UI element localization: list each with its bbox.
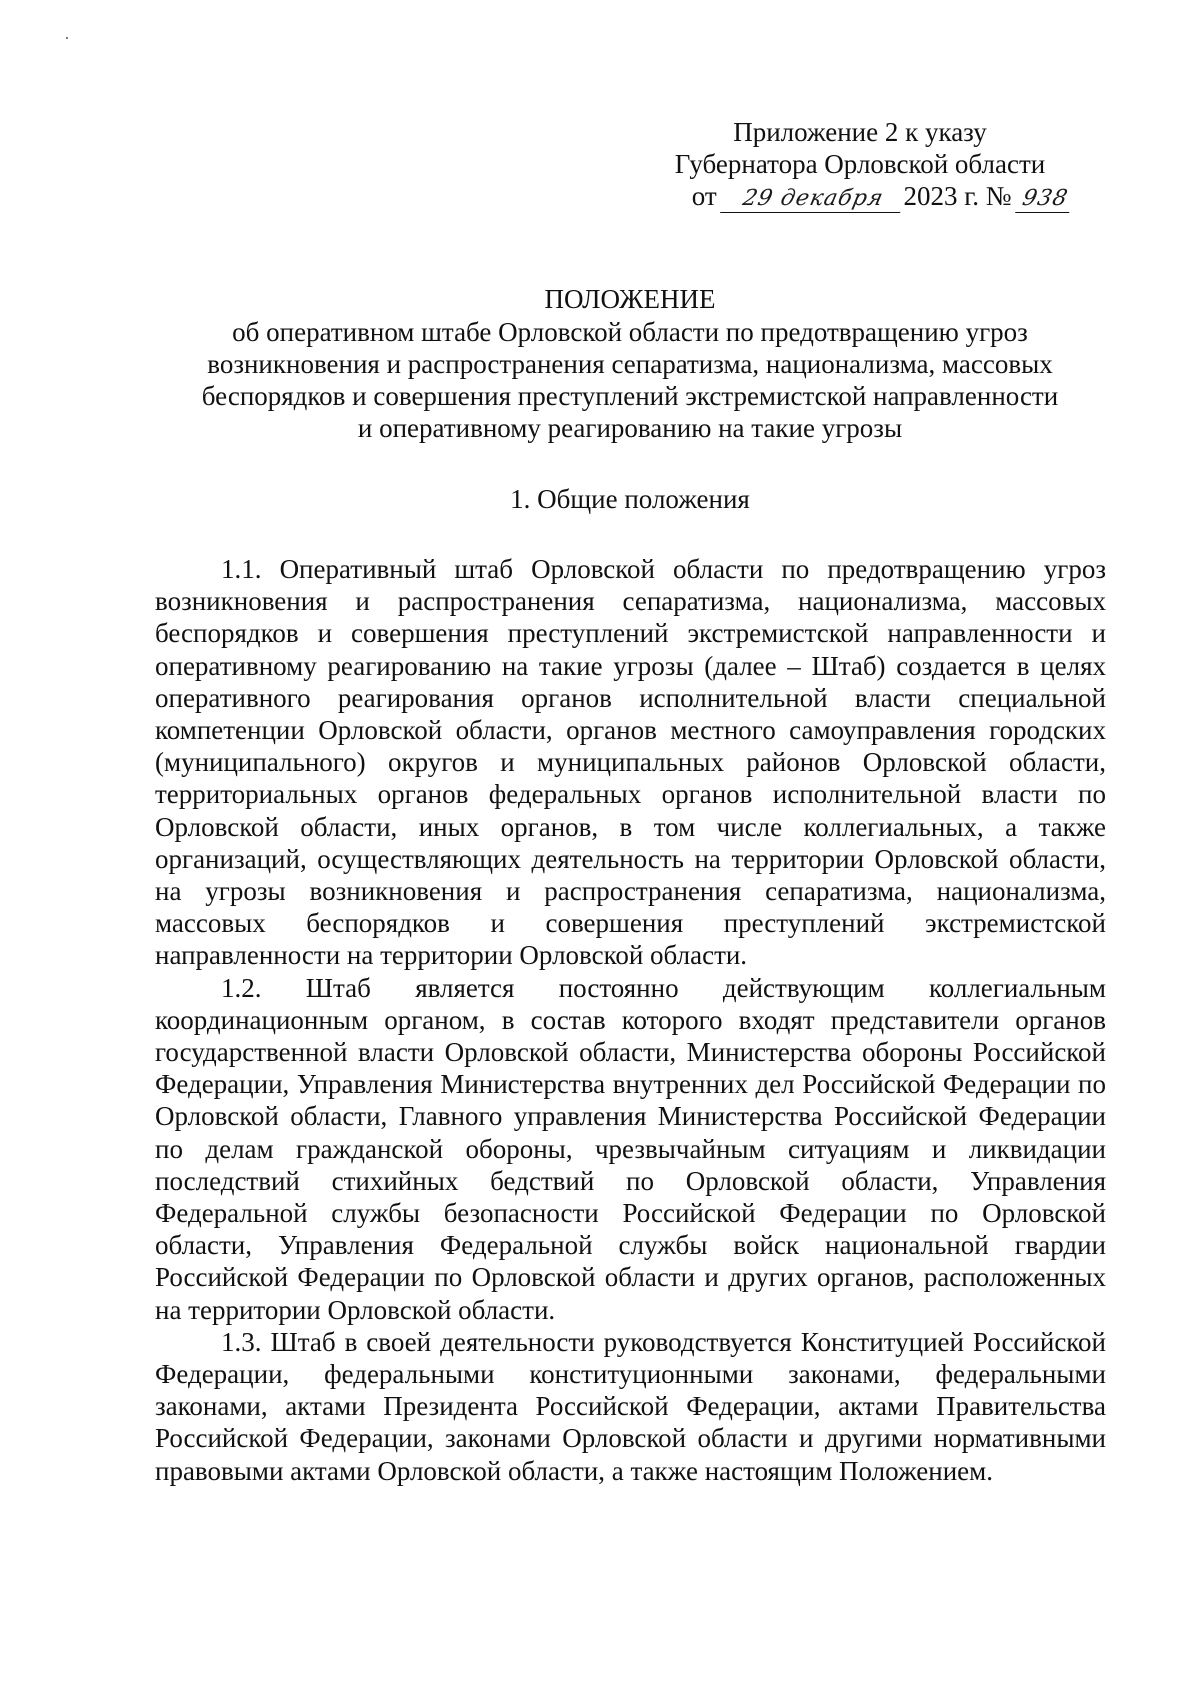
document-title: ПОЛОЖЕНИЕ <box>544 284 716 314</box>
paragraph-1-3: 1.3. Штаб в своей деятельности руководствуется Конституцией Российской Федерации, федеральными конституционными законами, федеральными законами, актами Президента Российской Федерации, актами Правительства Российской Федерации, законами Орловской области и другими нормативными правовыми актами Орловской области, а также настоящим Положением. <box>155 1326 1106 1486</box>
subtitle-line: беспорядков и совершения преступлений экстремистской направленности <box>201 381 1059 411</box>
subtitle-line: об оперативном штабе Орловской области по предотвращению угроз <box>232 317 1028 347</box>
appendix-line-2: Губернатора Орловской области <box>674 149 1046 179</box>
paragraph-1-2: 1.2. Штаб является постоянно действующим коллегиальным координационным органом, в состав которого входят представители органов государственной власти Орловской области, Министерства обороны Российской Федерации, Управления Министерства внутренних дел Российской Федерации по Орловской области, Главного управления Министерства Российской Федерации по делам гражданской обороны, чрезвычайным ситуациям и ликвидации последствий стихийных бедствий по Орловской области, Управления Федеральной службы безопасности Российской Федерации по Орловской области, Управления Федеральной службы войск национальной гвардии Российской Федерации по Орловской области и других органов, расположенных на территории Орловской области. <box>155 972 1106 1325</box>
paragraph-1-1: 1.1. Оперативный штаб Орловской области по предотвращению угроз возникновения и распространения сепаратизма, национализма, массовых беспорядков и совершения преступлений экстремистской направленности и оперативному реагированию на такие угрозы (далее – Штаб) создается в целях оперативного реагирования органов исполнительной власти специальной компетенции Орловской области, органов местного самоуправления городских (муниципального) округов и муниципальных районов Орловской области, территориальных органов федеральных органов исполнительной власти по Орловской области, иных органов, в том числе коллегиальных, а также организаций, осуществляющих деятельность на территории Орловской области, на угрозы возникновения и распространения сепаратизма, национализма, массовых беспорядков и совершения преступлений экстремистской направленности на территории Орловской области. <box>155 554 1106 971</box>
subtitle-line: и оперативному реагированию на такие угрозы <box>357 413 903 443</box>
section-heading: 1. Общие положения <box>510 484 750 514</box>
appendix-year-number-label: 2023 г. № <box>903 181 1012 211</box>
appendix-reference <box>640 116 1080 213</box>
appendix-line-3 <box>640 180 1080 213</box>
document-title-block <box>150 283 1110 444</box>
handwritten-date: 29 декабря <box>721 186 907 213</box>
scan-speck <box>66 37 68 39</box>
appendix-line-1: Приложение 2 к указу <box>733 117 987 147</box>
subtitle-line: возникновения и распространения сепаратизма, национализма, массовых <box>207 349 1053 379</box>
appendix-date-prefix: от <box>691 181 717 211</box>
document-body <box>155 553 1106 1487</box>
handwritten-number: 938 <box>1015 186 1075 213</box>
